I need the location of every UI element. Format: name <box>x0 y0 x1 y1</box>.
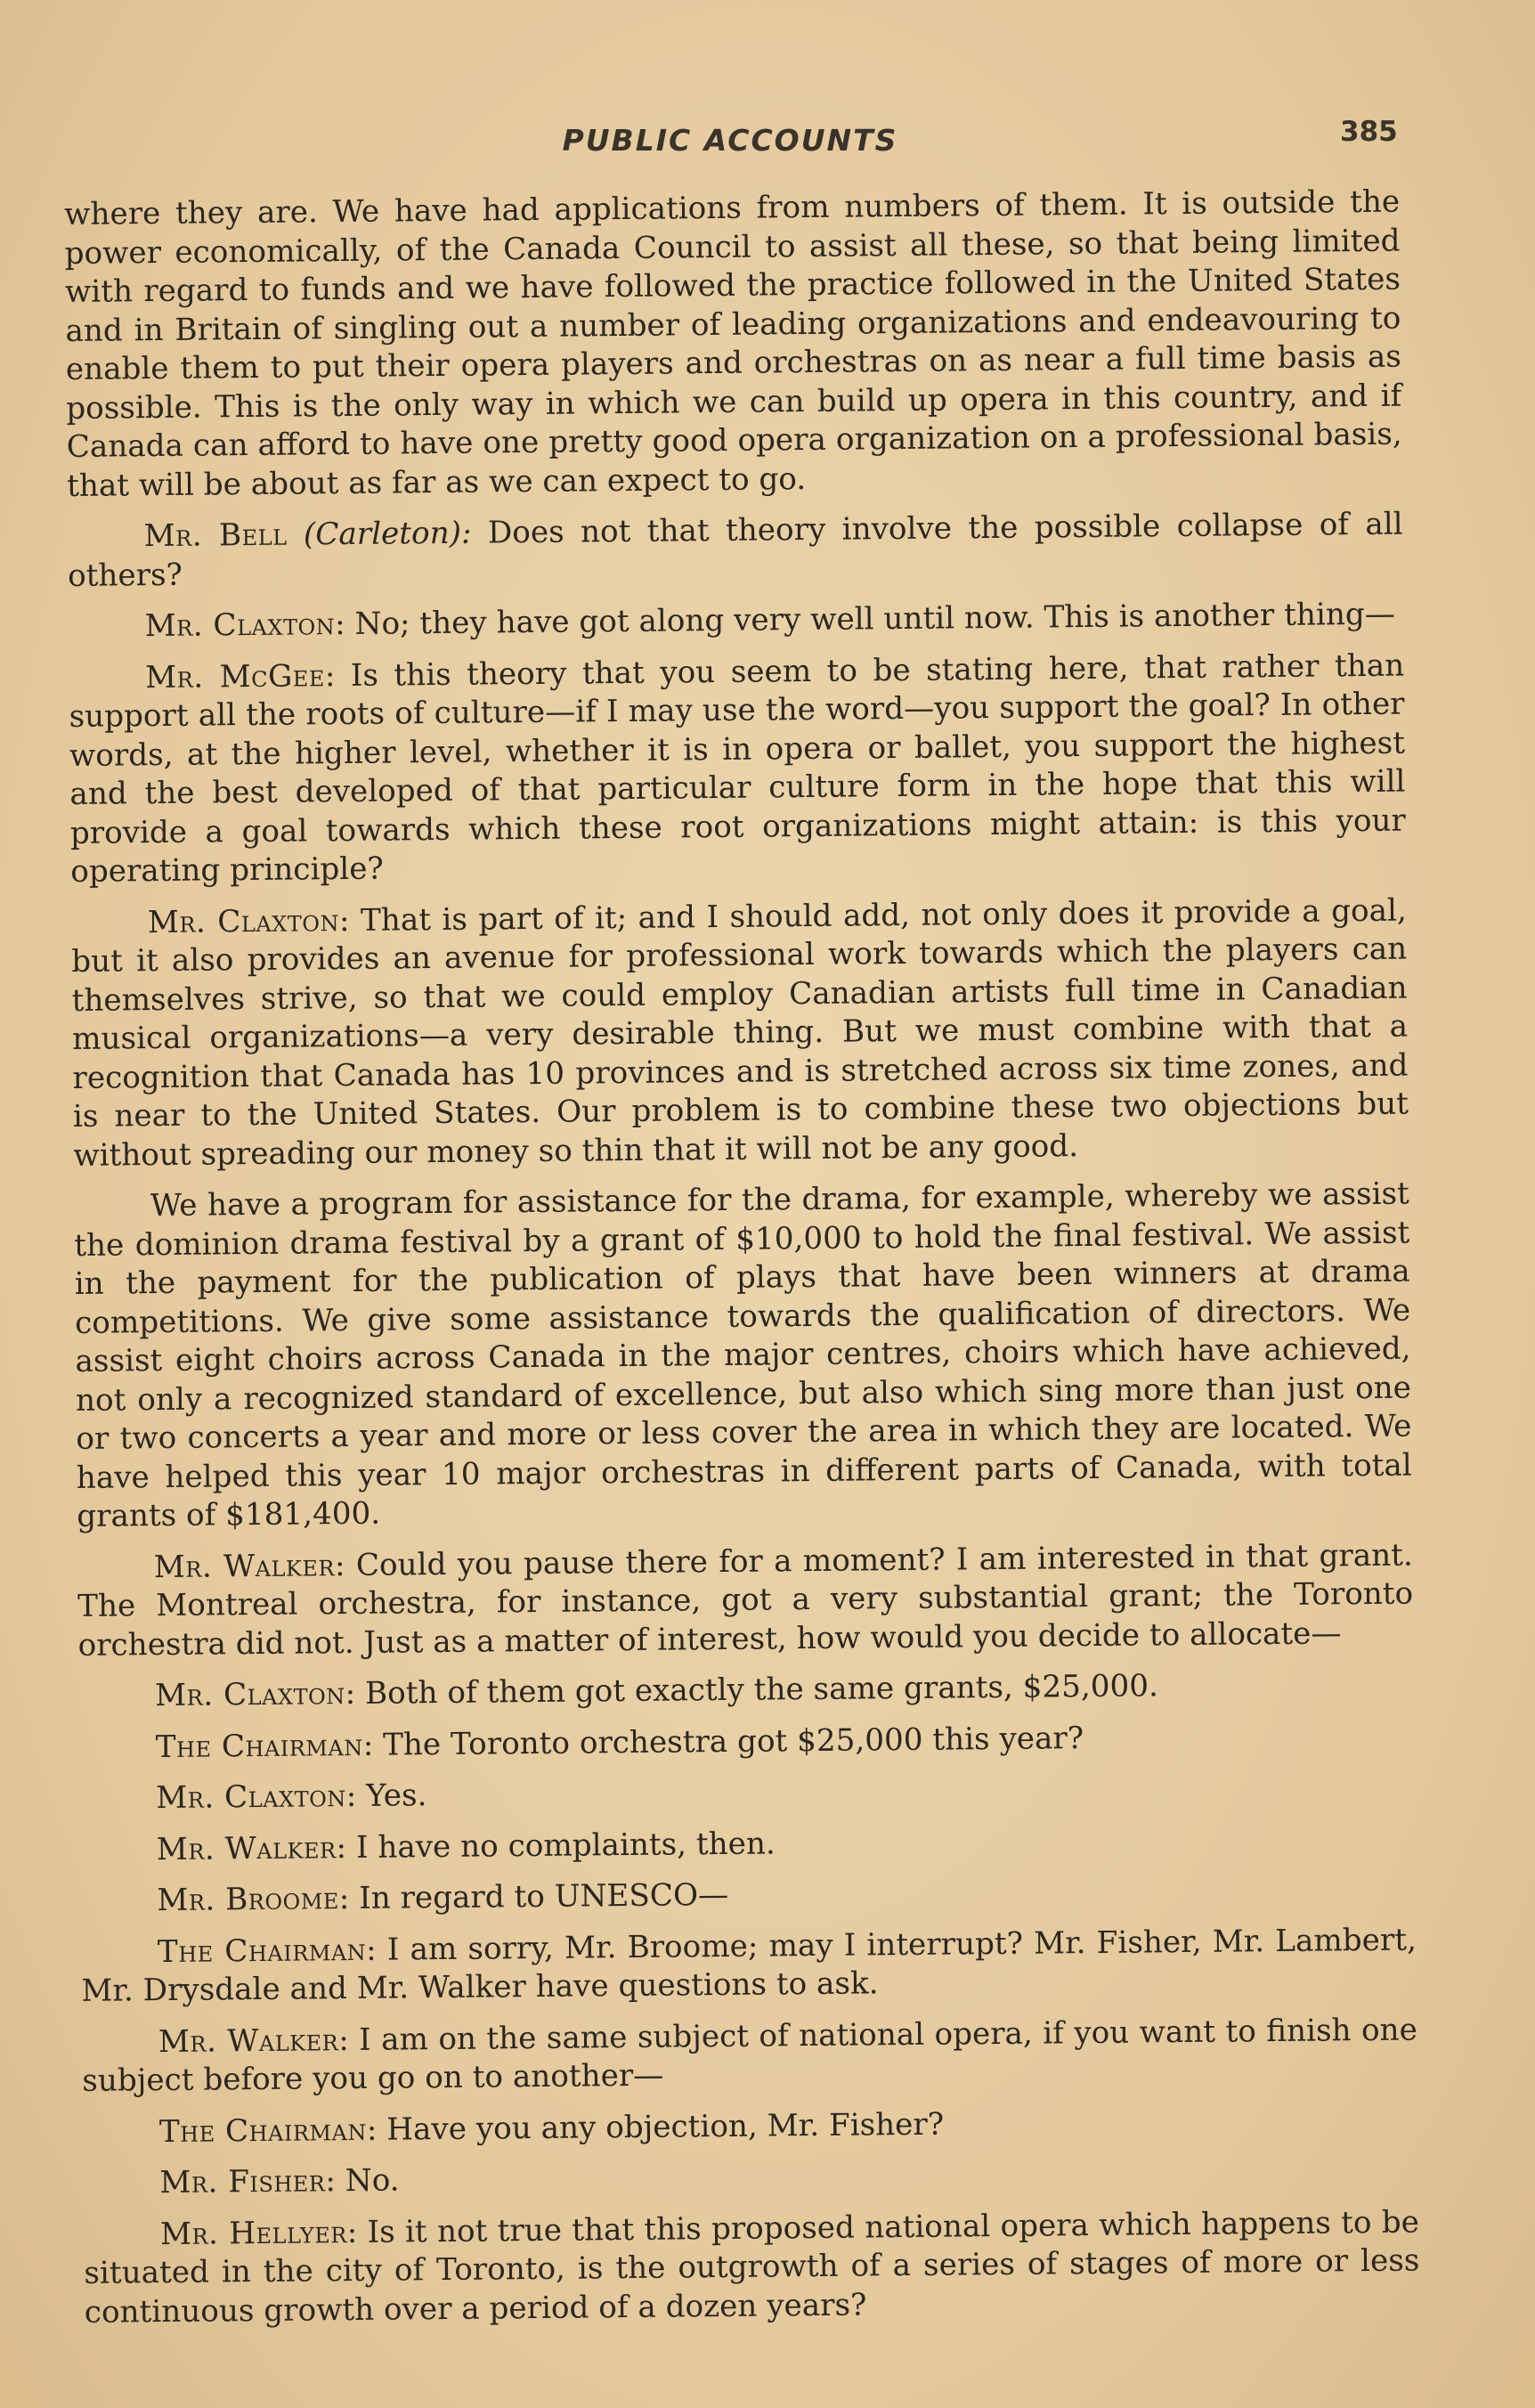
speaker-name: Mr. McGee <box>145 657 326 696</box>
speaker-name: Mr. Claxton <box>144 606 336 645</box>
paragraph: Mr. Claxton: Yes. <box>156 1778 427 1817</box>
paragraph: Mr. McGee: Is this theory that you seem to be stating here, that rather than support all the roots of culture—if I may use the word—you support the goal? In other words, at the higher level, whether it is in opera or ballet, you support the highest and the best developed of that particular culture form in the hope that this will provide a goal towards which these root organizations might attain: is this your operating principle? <box>69 647 1406 890</box>
paragraph: Mr. Claxton: Both of them got exactly the same grants, $25,000. <box>154 1668 1159 1714</box>
speaker-name: Mr. Claxton <box>154 1676 345 1714</box>
paragraph: The Chairman: I am sorry, Mr. Broome; may I interrupt? Mr. Fisher, Mr. Lambert, Mr. Drysdale and Mr. Walker have questions to ask. <box>81 1922 1417 2009</box>
speaker-name: Mr. Claxton <box>147 902 340 940</box>
paragraph: The Chairman: The Toronto orchestra got $25,000 this year? <box>155 1720 1084 1765</box>
speaker-name: Mr. Claxton <box>156 1778 346 1817</box>
paragraph: Mr. Walker: Could you pause there for a moment? I am interested in that grant. The Montreal orchestra, for instance, got a very substantial grant; the Toronto orchestra did not. Just as a matter of interest, how would you decide to allocate— <box>77 1537 1414 1664</box>
paragraph: Mr. Bell (Carleton): Does not that theory involve the possible collapse of all others? <box>67 506 1403 594</box>
speaker-name: The Chairman <box>158 2111 368 2150</box>
speaker-name: The Chairman <box>157 1932 367 1970</box>
speaker-name: Mr. Walker <box>158 2022 339 2060</box>
paragraph: Mr. Walker: I am on the same subject of national opera, if you want to finish one subject before you go on to another— <box>82 2012 1418 2099</box>
paragraph: Mr. Hellyer: Is it not true that this proposed national opera which happens to be situated in the city of Toronto, is the outgrowth of a series of stages of more or less continuous growth over a period of a dozen years? <box>84 2203 1420 2331</box>
paragraph: where they are. We have had applications from numbers of them. It is outside the power economically, of the Canada Council to assist all these, so that being limited with regard to funds and we have followed the practice followed in the United States and in Britain of singling out a number of leading organizations and endeavouring to enable them to put their opera players and orchestras on as near a full time basis as possible. This is the only way in which we can build up opera in this country, and if Canada can afford to have one pretty good opera organization on a professional basis, that will be about as far as we can expect to go. <box>64 183 1402 504</box>
speaker-name: Mr. Walker <box>153 1547 336 1585</box>
speaker-name: Mr. Bell <box>143 517 288 555</box>
speaker-name: Mr. Hellyer <box>159 2214 348 2252</box>
paragraph: The Chairman: Have you any objection, Mr. Fisher? <box>158 2106 945 2150</box>
page-number: 385 <box>1340 116 1398 148</box>
speaker-name: The Chairman <box>155 1727 363 1765</box>
body-text <box>64 183 1420 2345</box>
paragraph: We have a program for assistance for the drama, for example, whereby we assist the dominion drama festival by a grant of $10,000 to hold the final festival. We assist in the payment for the publication of plays that have been winners at drama competitions. We give some assistance towards the qualification of directors. We assist eight choirs across Canada in the major centres, choirs which have achieved, not only a recognized standard of excellence, but also which sing more than just one or two concerts a year and more or less cover the area in which they are located. We have helped this year 10 major orchestras in different parts of Canada, with total grants of $181,400. <box>74 1176 1412 1534</box>
speaker-riding: (Carleton): <box>287 515 472 553</box>
paragraph: Mr. Walker: I have no complaints, then. <box>156 1825 776 1867</box>
paragraph: Mr. Claxton: No; they have got along very well until now. This is another thing— <box>144 596 1396 645</box>
speaker-name: Mr. Fisher <box>159 2163 326 2201</box>
running-head <box>0 116 1535 167</box>
paragraph: Mr. Broome: In regard to UNESCO— <box>157 1876 729 1919</box>
speaker-name: Mr. Broome <box>157 1881 340 1919</box>
running-title: PUBLIC ACCOUNTS <box>562 123 898 158</box>
paragraph: Mr. Fisher: No. <box>159 2162 400 2201</box>
paragraph: Mr. Claxton: That is part of it; and I should add, not only does it provide a goal, but it also provides an avenue for professional work towards which the players can themselves strive, so that we could employ Canadian artists full time in Canadian musical organizations—a very desirable thing. But we must combine with that a recognition that Canada has 10 provinces and is stretched across six time zones, and is near to the United States. Our problem is to combine these two objections but without spreading our money so thin that it will not be any good. <box>71 892 1409 1174</box>
speaker-name: Mr. Walker <box>156 1829 337 1867</box>
